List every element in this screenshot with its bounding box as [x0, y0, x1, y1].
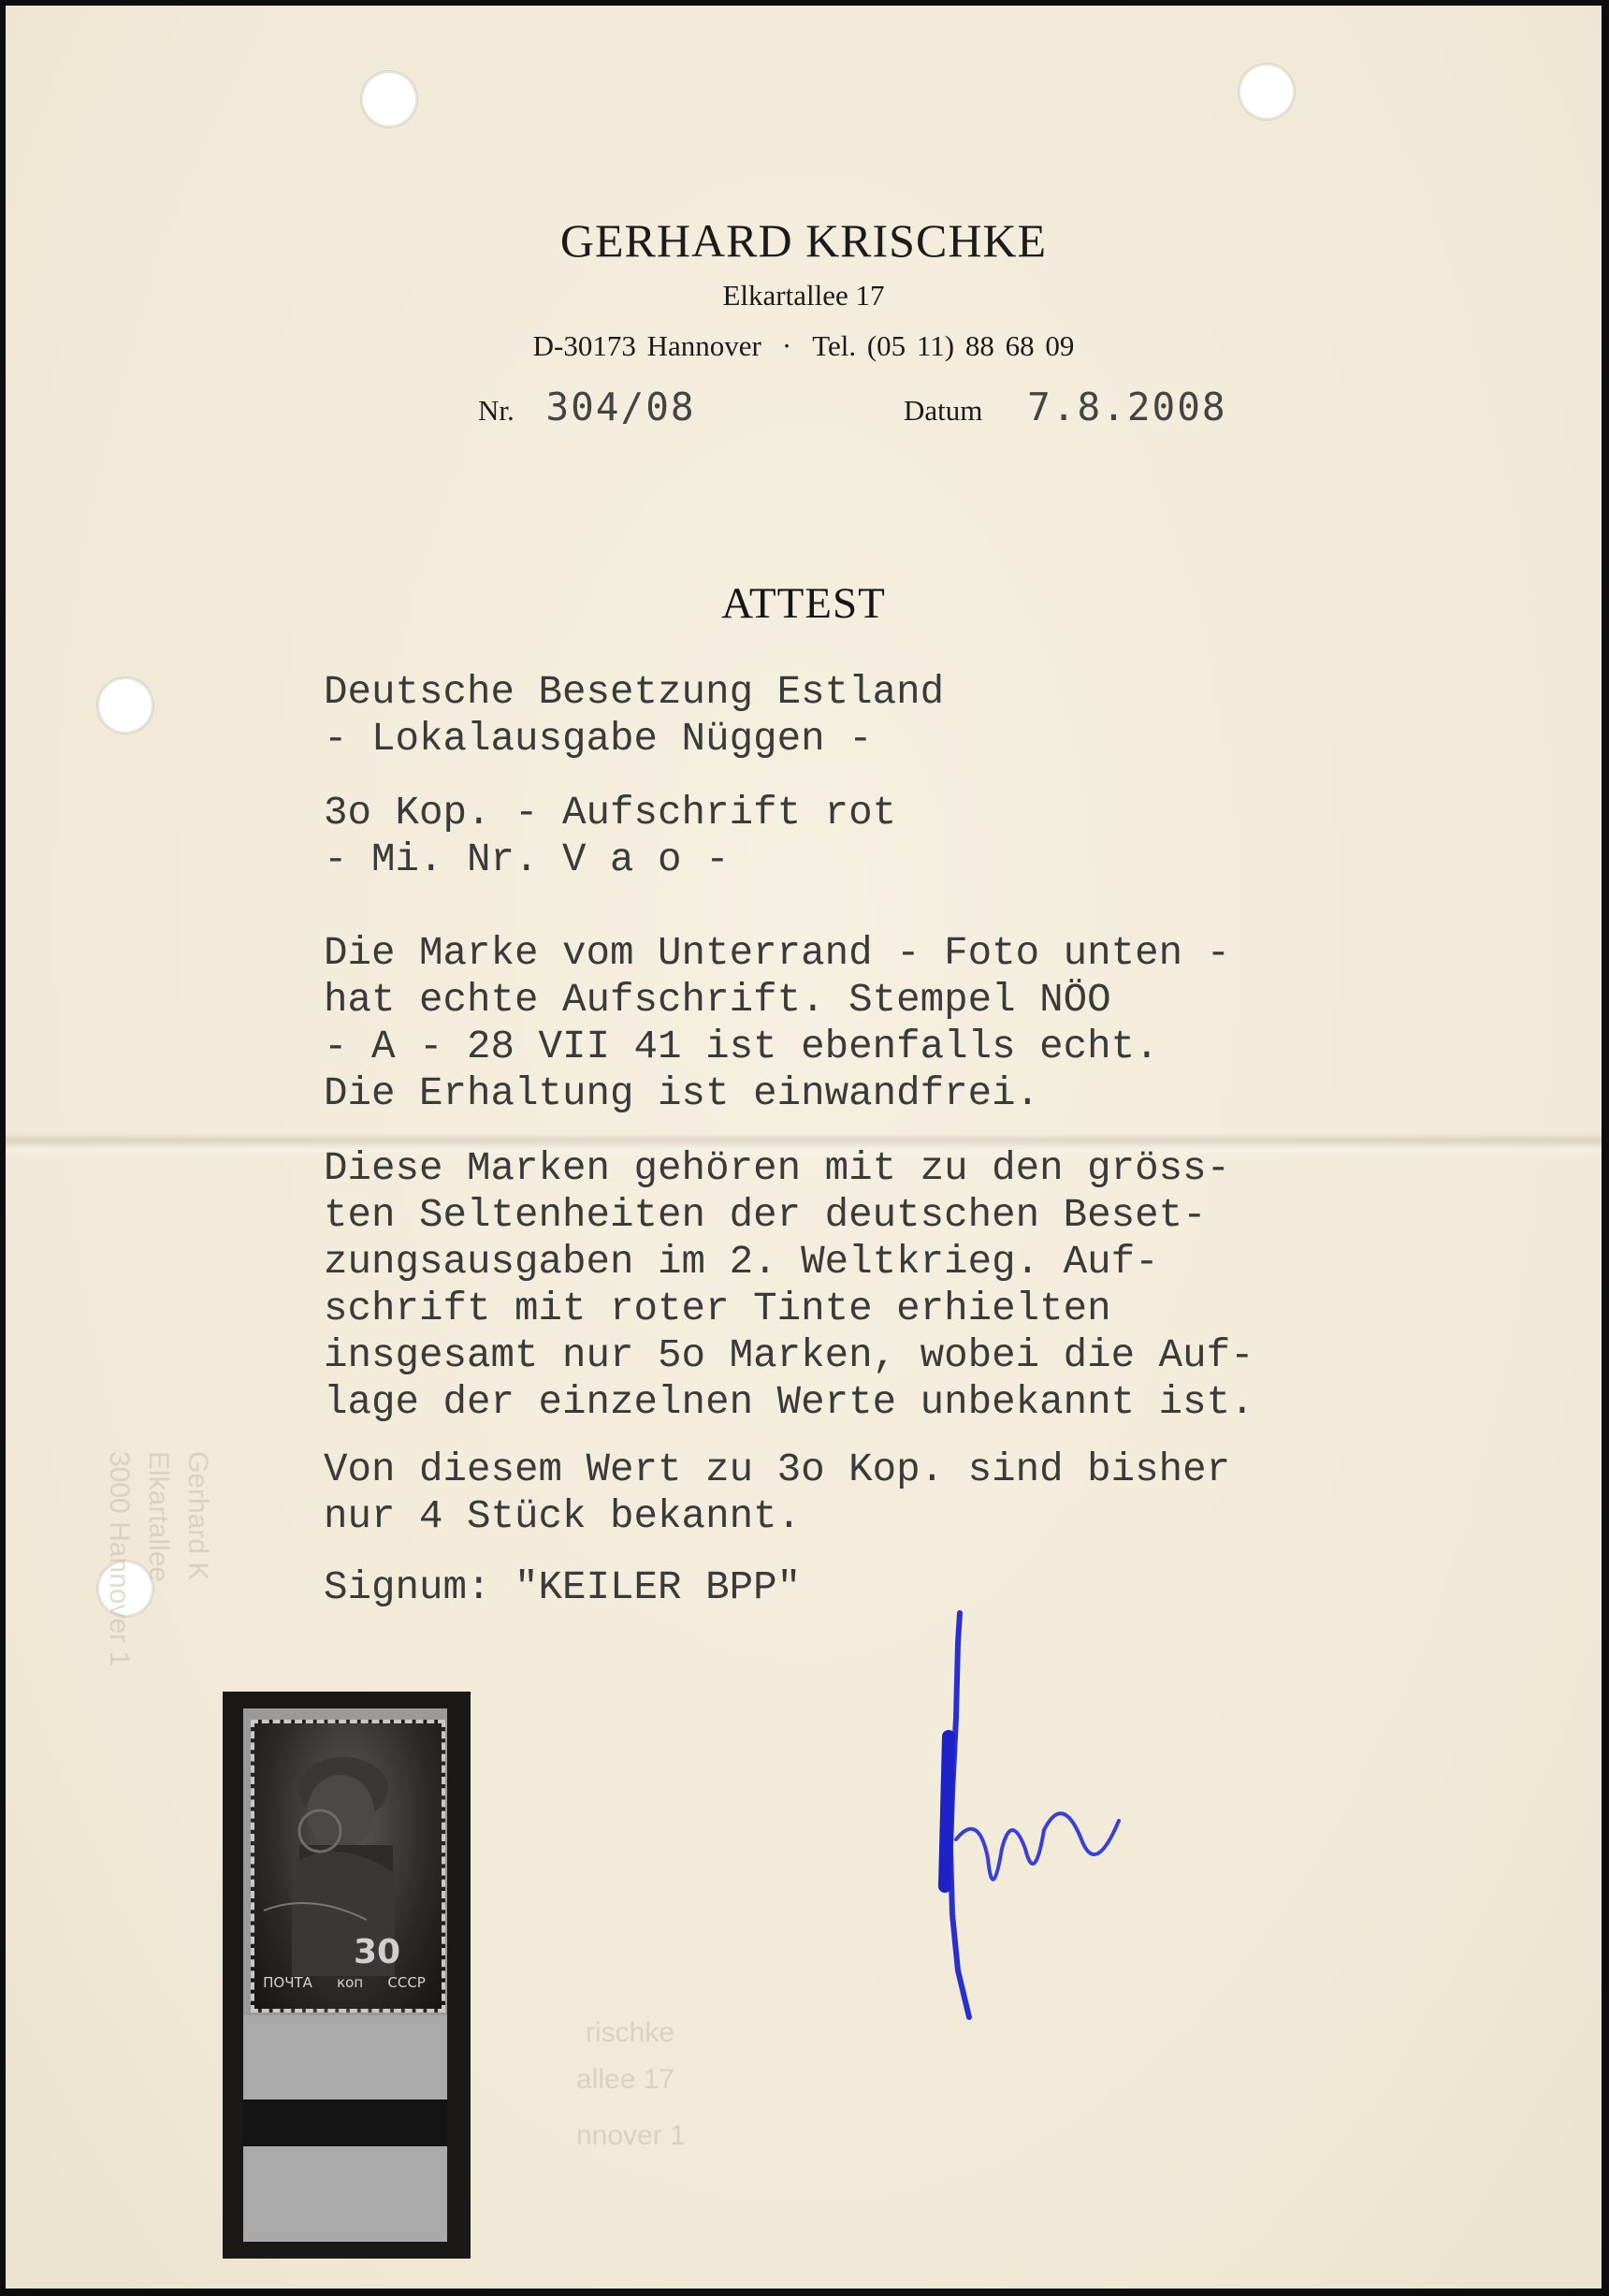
embossed-seal-line: 3000 Hannover 1	[104, 1451, 135, 1667]
date-field	[904, 385, 1227, 429]
punch-hole	[1239, 64, 1295, 120]
embossed-seal-line: nnover 1	[576, 2120, 686, 2151]
embossed-seal-line: allee 17	[576, 2064, 675, 2095]
typed-line: Deutsche Besetzung Estland	[324, 670, 945, 715]
stamp-margin-bar	[243, 2100, 447, 2146]
stamp-photo	[223, 1692, 471, 2259]
typed-line: Signum: "KEILER BPP"	[324, 1565, 802, 1610]
separator-dot: ·	[781, 329, 792, 362]
letterhead-name: GERHARD KRISCHKE	[559, 214, 1048, 267]
typed-line: 3o Kop. - Aufschrift rot	[324, 791, 897, 836]
stamp-caption-left: ПОЧТА	[263, 1974, 312, 1991]
stamp-lower-margin	[243, 2015, 447, 2100]
stamp-value: 30	[354, 1933, 401, 1971]
document-title: ATTEST	[721, 579, 886, 628]
typed-line: nur 4 Stück bekannt.	[324, 1494, 802, 1539]
letterhead-city: D-30173 Hannover	[532, 329, 761, 362]
stamp-caption-right: СССР	[387, 1974, 426, 1991]
embossed-seal-line: rischke	[586, 2017, 675, 2048]
typed-line: zungsausgaben im 2. Weltkrieg. Auf-	[324, 1240, 1159, 1285]
date-value: 7.8.2008	[1027, 385, 1227, 429]
typed-line: lage der einzelnen Werte unbekannt ist.	[324, 1380, 1254, 1425]
stamp	[243, 1708, 447, 2242]
nr-label: Nr.	[478, 394, 515, 427]
typed-line: hat echte Aufschrift. Stempel NÖO	[324, 978, 1111, 1023]
date-label: Datum	[904, 394, 983, 427]
typed-line: - Lokalausgabe Nüggen -	[324, 717, 873, 762]
soldier-portrait-icon	[254, 1723, 442, 2009]
nr-value: 304/08	[545, 385, 696, 429]
stamp-lower-margin	[243, 2146, 447, 2242]
letterhead-phone: Tel. (05 11) 88 68 09	[812, 329, 1075, 362]
typed-line: - Mi. Nr. V a o -	[324, 837, 730, 882]
certificate-sheet	[6, 6, 1602, 2289]
typed-line: ten Seltenheiten der deutschen Beset-	[324, 1193, 1207, 1238]
embossed-seal-line: Elkartallee	[143, 1451, 174, 1583]
typed-line: schrift mit roter Tinte erhielten	[324, 1286, 1111, 1331]
letterhead-street: Elkartallee 17	[722, 279, 885, 312]
nr-field	[478, 385, 696, 429]
typed-line: Die Erhaltung ist einwandfrei.	[324, 1071, 1040, 1116]
typed-line: Diese Marken gehören mit zu den gröss-	[324, 1146, 1231, 1191]
stamp-caption-mid: коп	[337, 1974, 364, 1991]
stamp-caption	[251, 1969, 438, 1997]
punch-hole	[97, 677, 153, 734]
typed-line: Von diesem Wert zu 3o Kop. sind bisher	[324, 1447, 1231, 1492]
punch-hole	[361, 71, 417, 127]
typed-line: - A - 28 VII 41 ist ebenfalls echt.	[324, 1024, 1159, 1069]
signature-icon	[904, 1606, 1147, 2027]
embossed-seal-line: Gerhard K	[182, 1451, 213, 1581]
letterhead-address-line	[6, 329, 1602, 363]
typed-line: Die Marke vom Unterrand - Foto unten -	[324, 931, 1231, 976]
typed-line: insgesamt nur 5o Marken, wobei die Auf-	[324, 1333, 1254, 1378]
